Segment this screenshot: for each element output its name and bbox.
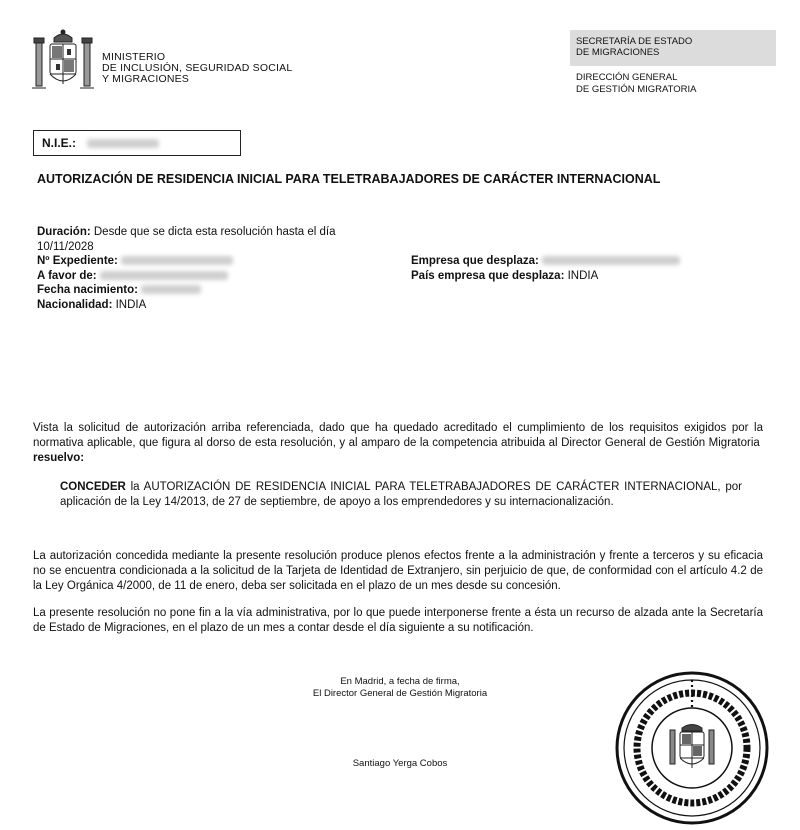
expediente-label: Nº Expediente: xyxy=(37,255,118,267)
redacted-expediente xyxy=(121,256,233,265)
ministry-line: DE INCLUSIÓN, SEGURIDAD SOCIAL xyxy=(102,62,293,74)
ministry-line: MINISTERIO xyxy=(102,51,166,63)
nie-label: N.I.E.: xyxy=(42,136,77,150)
secretaria-line: SECRETARÍA DE ESTADO xyxy=(576,36,693,47)
paragraph-appeal: La presente resolución no pone fin a la vía administrativa, por lo que puede interponerse frente a ésta un recurso de alzada ante la Secretaría de Estado de Migraciones, en el plazo de un mes a contar desde el día siguiente a su notificación. xyxy=(33,607,763,634)
resuelvo-text: resuelvo: xyxy=(33,452,85,464)
details-left xyxy=(37,225,367,312)
duracion-value: Desde que se dicta esta resolución hasta el día xyxy=(93,226,336,238)
direccion-line: DIRECCIÓN GENERAL xyxy=(576,72,678,83)
nie-field xyxy=(42,136,159,150)
document-title: AUTORIZACIÓN DE RESIDENCIA INICIAL PARA TELETRABAJADORES DE CARÁCTER INTERNACIONAL xyxy=(37,172,661,186)
coat-of-arms-icon xyxy=(30,28,96,98)
concede-bold: CONCEDER xyxy=(60,481,126,493)
pais-label: País empresa que desplaza: xyxy=(411,269,565,282)
paragraph-concede xyxy=(60,480,742,510)
duracion-date: 10/11/2028 xyxy=(37,240,94,253)
redacted-empresa xyxy=(542,256,680,265)
redacted-nie xyxy=(87,139,159,148)
pais-value: INDIA xyxy=(567,269,599,282)
secretaria-label xyxy=(576,36,692,58)
ministry-line: Y MIGRACIONES xyxy=(102,73,190,85)
afavor-label: A favor de: xyxy=(37,269,97,282)
concede-text: la AUTORIZACIÓN DE RESIDENCIA INICIAL PARA TELETRABAJADORES DE CARÁCTER INTERNACIONAL, por aplicación de la Ley 14/2013, de 27 de septiembre, de apoyo a los emprendedores y su internacionalización. xyxy=(60,481,742,508)
details-right xyxy=(411,254,771,283)
ministry-name xyxy=(102,52,292,85)
nacionalidad-label: Nacionalidad: xyxy=(37,298,113,311)
nacionalidad-value: INDIA xyxy=(115,298,147,311)
paragraph-effects: La autorización concedida mediante la presente resolución produce plenos efectos frente a la administración y frente a terceros y su eficacia no se encuentra condicionada a la solicitud de la Tarjeta de Identidad de Extranjero, sin perjuicio de que, de conformidad con el artículo 4.2 de la Ley Orgánica 4/2000, de 11 de enero, deba ser solicitada en el plazo de un mes desde su concesión. xyxy=(33,550,763,592)
signature-name: Santiago Yerga Cobos xyxy=(352,758,448,769)
signature-role: El Director General de Gestión Migratoria xyxy=(312,688,488,699)
nacimiento-label: Fecha nacimiento: xyxy=(37,284,138,296)
secretaria-line: DE MIGRACIONES xyxy=(576,47,660,58)
signature-place: En Madrid, a fecha de firma, xyxy=(340,676,460,687)
paragraph-resolution xyxy=(33,421,763,466)
redacted-name xyxy=(100,271,228,280)
direccion-line: DE GESTIÓN MIGRATORIA xyxy=(576,84,697,95)
direccion-label xyxy=(576,72,697,96)
official-stamp-icon xyxy=(614,670,770,826)
empresa-label: Empresa que desplaza: xyxy=(411,255,539,267)
duracion-label: Duración: xyxy=(37,226,91,238)
redacted-birthdate xyxy=(141,285,201,294)
paragraph-text: Vista la solicitud de autorización arriba referenciada, dado que ha quedado acreditado el cumplimiento de los requisitos exigidos por la normativa aplicable, que figura al dorso de esta resolución, y al amparo de la competencia atribuida al Director General de Gestión Migratoria xyxy=(33,422,763,449)
